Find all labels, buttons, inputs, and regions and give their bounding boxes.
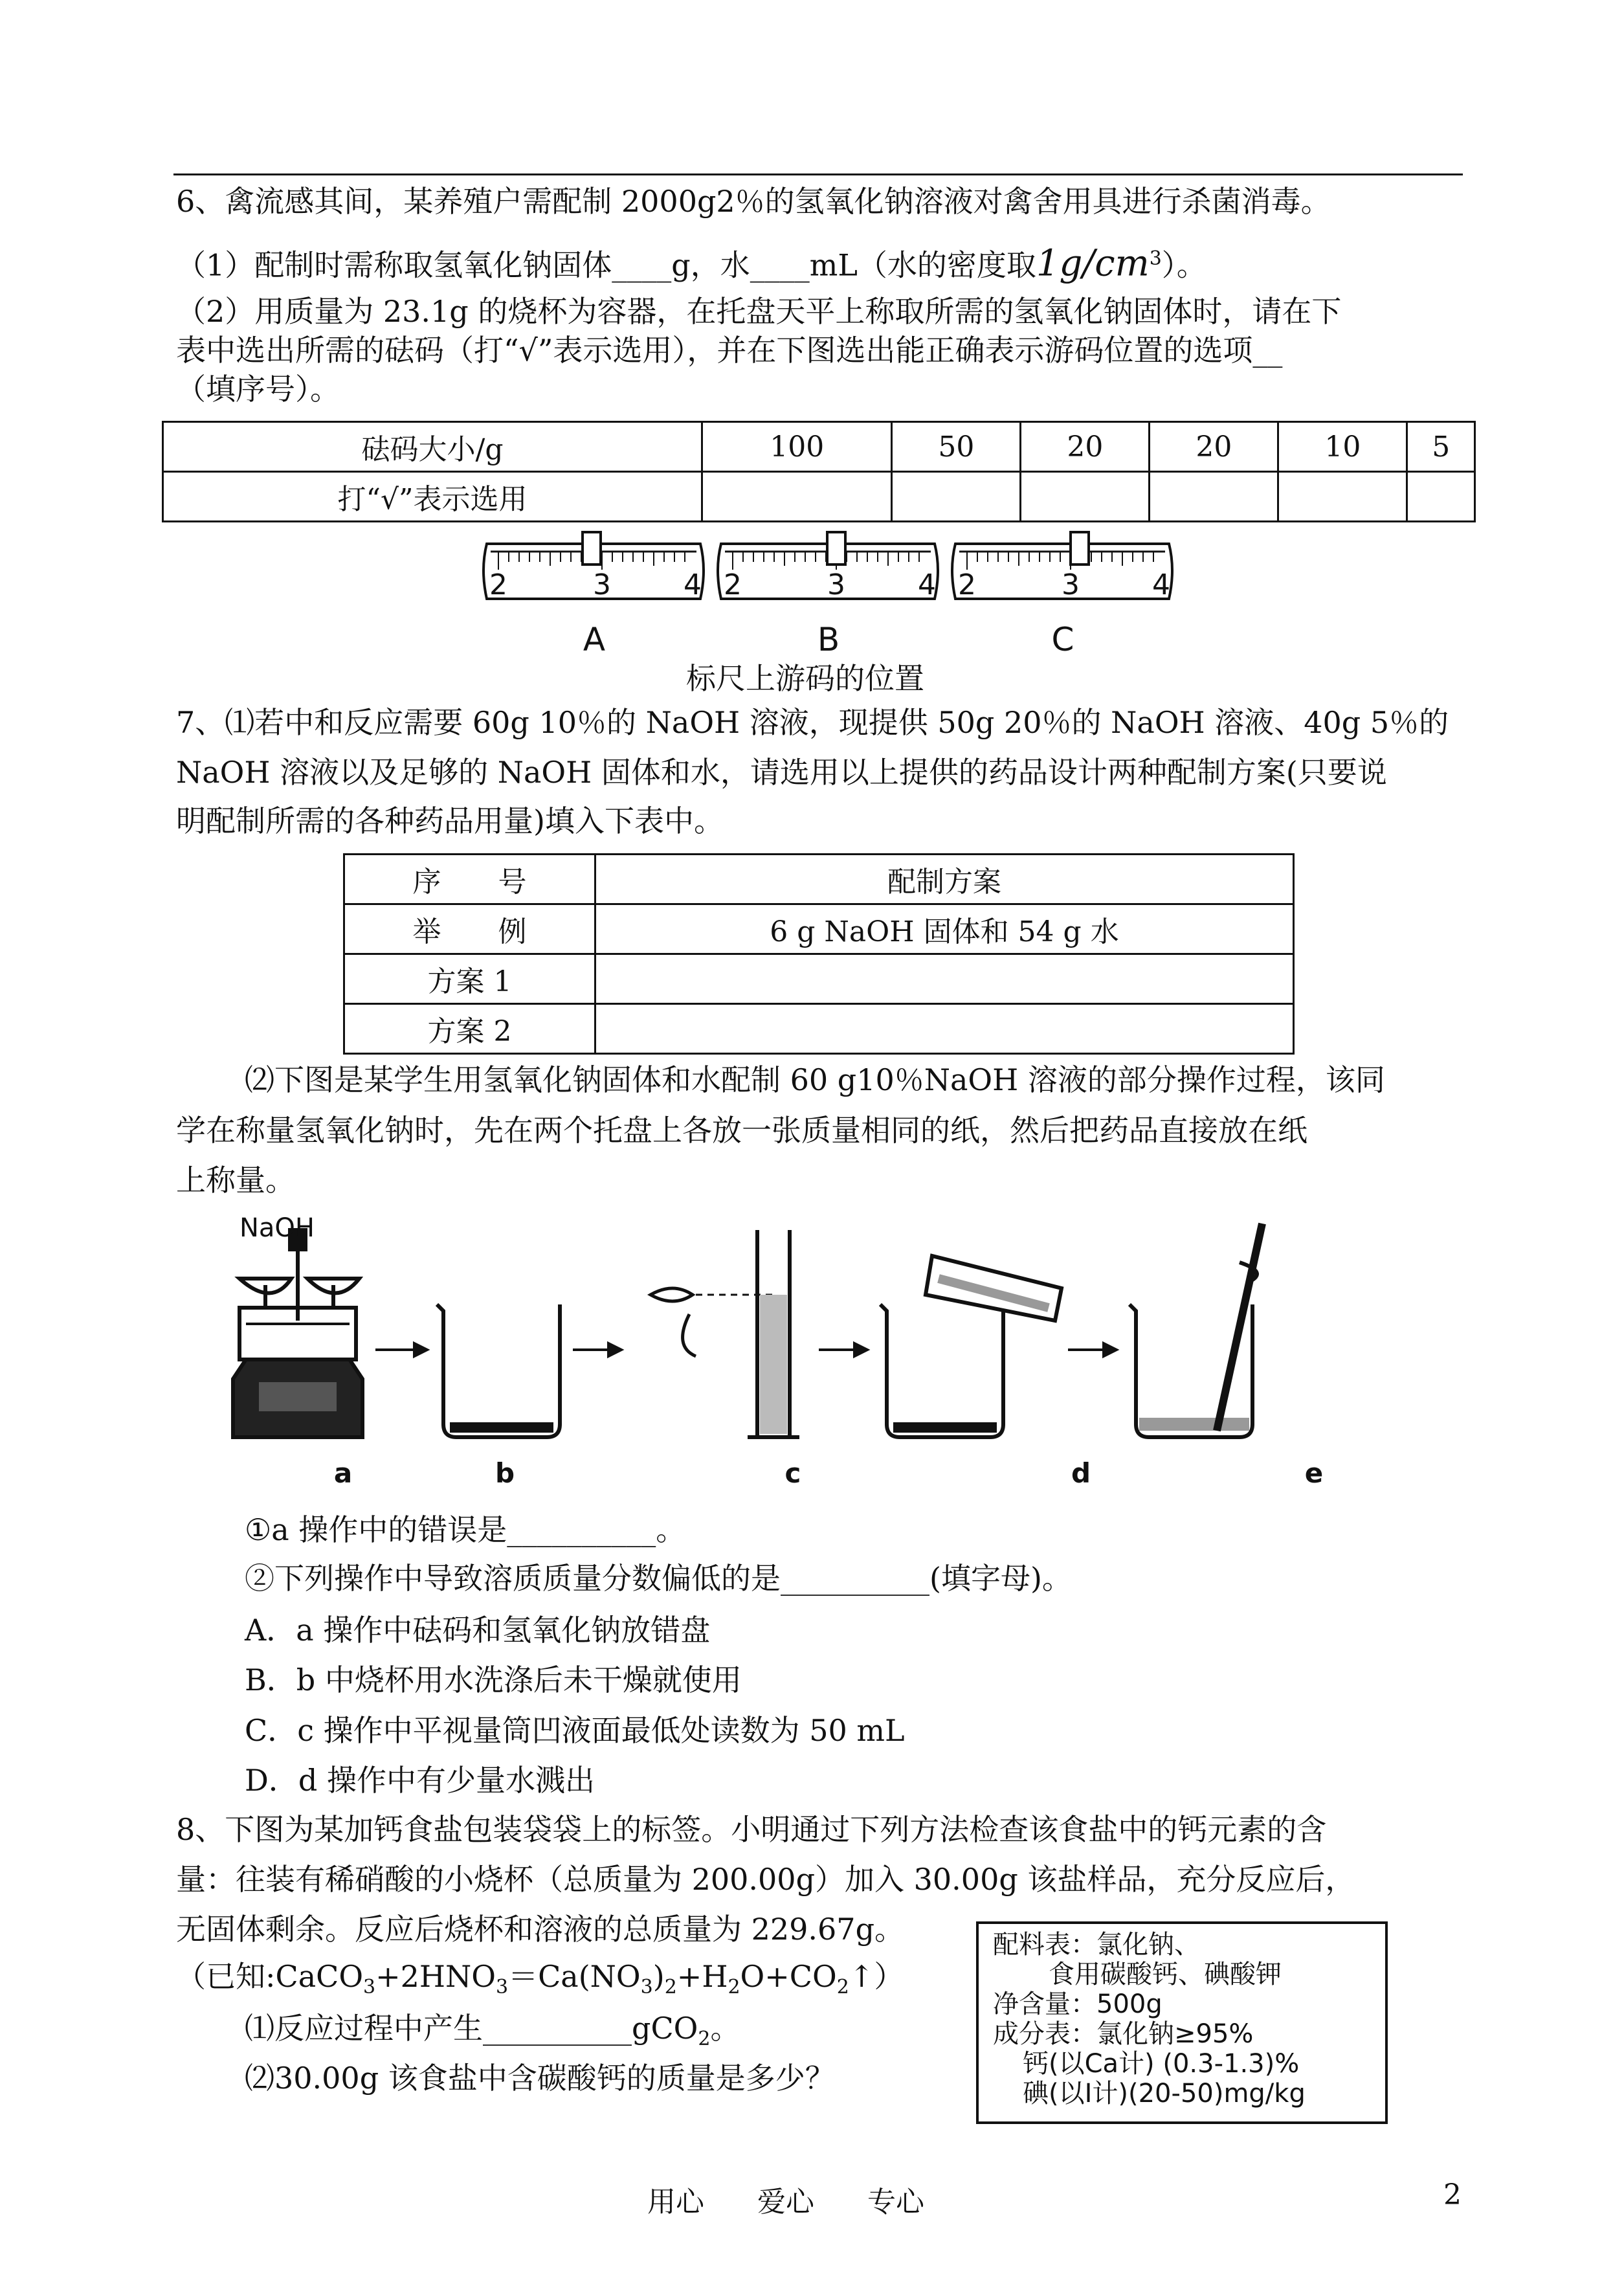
- q7-part2-line1: ⑵下图是某学生用氢氧化钠固体和水配制 60 g10％NaOH 溶液的部分操作过程，该同: [245, 1062, 1385, 1097]
- step-label: e: [1304, 1457, 1324, 1489]
- plan-row-value[interactable]: [595, 1004, 1294, 1054]
- cylinder-c-illustration: [748, 1230, 799, 1437]
- beaker-e-illustration: [1129, 1224, 1262, 1437]
- label-line: 钙(以Ca计) (0.3-1.3)%: [1023, 2049, 1300, 2079]
- eq-part: O+CO: [740, 1959, 837, 1994]
- q8-line1: 8、下图为某加钙食盐包装袋袋上的标签。小明通过下列方法检查该食盐中的钙元素的含: [176, 1812, 1327, 1847]
- operations-figure: [220, 1217, 1398, 1489]
- plan-row: [344, 954, 1294, 1004]
- q7-option-c: C．c 操作中平视量筒凹液面最低处读数为 50 mL: [245, 1713, 905, 1748]
- eq-sub: 2: [664, 1976, 677, 1999]
- selection-cell[interactable]: [1278, 472, 1407, 522]
- weight-cell: 100: [702, 422, 892, 472]
- plan-row-value: 6 g NaOH 固体和 54 g 水: [595, 904, 1294, 954]
- q6-part2-line2: 表中选出所需的砝码（打“√”表示选用），并在下图选出能正确表示游码位置的选项__: [176, 333, 1283, 368]
- q6-part1-text: （1）配制时需称取氢氧化钠固体____g，水____mL（水的密度取: [176, 247, 1036, 283]
- naoh-label: NaOH: [239, 1217, 315, 1243]
- q8-sub2: ⑵30.00g 该食盐中含碳酸钙的质量是多少？: [245, 2061, 835, 2096]
- q6-part2-line3: （填序号）。: [176, 372, 340, 407]
- ruler-option-label: B: [817, 621, 840, 658]
- weight-cell: 20: [1021, 422, 1150, 472]
- label-line: 净含量：500g: [993, 1989, 1162, 2019]
- selection-cell[interactable]: [1150, 472, 1278, 522]
- plan-header-row: [344, 855, 1294, 904]
- ruler-tick-label: 4: [684, 568, 702, 601]
- footer-motto-2: 爱心: [757, 2186, 814, 2219]
- weight-cell: 10: [1278, 422, 1407, 472]
- plan-header-index: 序 号: [344, 855, 595, 904]
- ruler-tick-label: 3: [1062, 568, 1080, 601]
- q7-line3: 明配制所需的各种药品用量)填入下表中。: [176, 803, 724, 838]
- ruler-caption: 标尺上游码的位置: [686, 661, 924, 696]
- plan-row: [344, 904, 1294, 954]
- selection-cell[interactable]: [892, 472, 1021, 522]
- ruler-tick-label: 3: [827, 568, 845, 601]
- q8-line3: 无固体剩余。反应后烧杯和溶液的总质量为 229.67g。: [176, 1912, 905, 1947]
- weight-cell: 5: [1407, 422, 1475, 472]
- plan-row-label: 举 例: [344, 904, 595, 954]
- eq-part: （已知:CaCO: [176, 1959, 364, 1994]
- weights-table: [162, 421, 1476, 522]
- label-line: 成分表：氯化钠≥95%: [993, 2019, 1254, 2049]
- q6-density-value: 1g/cm: [1036, 242, 1150, 285]
- q6-intro: 6、禽流感其间，某养殖户需配制 2000g2％的氢氧化钠溶液对禽舍用具进行杀菌消毒。: [176, 184, 1331, 219]
- plan-row-value[interactable]: [595, 954, 1294, 1004]
- q7-option-a: A．a 操作中砝码和氢氧化钠放错盘: [245, 1613, 711, 1648]
- step-label: a: [333, 1457, 353, 1489]
- q8-line2: 量：往装有稀硝酸的小烧杯（总质量为 200.00g）加入 30.00g 该盐样品，充分反应后，: [176, 1862, 1355, 1897]
- q7-part2-line3: 上称量。: [176, 1163, 295, 1198]
- selection-cell[interactable]: [702, 472, 892, 522]
- ruler-tick-label: 2: [958, 568, 976, 601]
- eq-sub: 3: [640, 1976, 653, 1999]
- q7-option-b: B．b 中烧杯用水洗涤后未干燥就使用: [245, 1662, 742, 1697]
- header-rule: [173, 173, 1463, 175]
- eq-part: +2HNO: [375, 1959, 496, 1994]
- q8-sub1-text: ⑴反应过程中产生__________gCO: [245, 2011, 698, 2046]
- label-line: 碘(以I计)(20-50)mg/kg: [1023, 2079, 1306, 2108]
- weights-header: 砝码大小/g: [163, 422, 702, 472]
- plan-row-label: 方案 1: [344, 954, 595, 1004]
- q8-known-equation: [176, 1958, 904, 2006]
- balance-illustration: [233, 1230, 362, 1437]
- q7-part2-line2: 学在称量氢氧化钠时，先在两个托盘上各放一张质量相同的纸，然后把药品直接放在纸: [176, 1113, 1307, 1148]
- selection-cell[interactable]: [1407, 472, 1475, 522]
- eq-sub: 3: [496, 1976, 509, 1999]
- arrow-c-d: [819, 1343, 867, 1356]
- ruler-tick-label: 2: [489, 568, 507, 601]
- footer-motto-1: 用心: [647, 2186, 704, 2219]
- q8-sub1-end: 。: [710, 2011, 740, 2046]
- footer-motto-3: 专心: [867, 2186, 924, 2219]
- ruler-tick-label: 4: [918, 568, 936, 601]
- q8-sub1-sub: 2: [698, 2028, 711, 2051]
- step-label: c: [784, 1457, 801, 1489]
- eye-illustration: [651, 1288, 696, 1356]
- q7-line1: 7、⑴若中和反应需要 60g 10％的 NaOH 溶液，现提供 50g 20％的 NaOH 溶液、40g 5％的: [176, 705, 1449, 740]
- q6-density-exponent: 3: [1149, 247, 1162, 270]
- plan-row: [344, 1004, 1294, 1054]
- label-line: 配料表：氯化钠、: [993, 1930, 1200, 1960]
- q8-sub1: [245, 2010, 740, 2057]
- weight-cell: 20: [1150, 422, 1278, 472]
- eq-part: ): [652, 1959, 665, 1994]
- beaker-b-illustration: [437, 1304, 560, 1437]
- arrow-d-e: [1068, 1343, 1117, 1356]
- ruler-option-label: A: [583, 621, 606, 658]
- page-number: 2: [1443, 2178, 1462, 2211]
- weight-cell: 50: [892, 422, 1021, 472]
- eq-sub: 2: [836, 1976, 849, 1999]
- arrow-b-c: [573, 1343, 621, 1356]
- arrow-a-b: [375, 1343, 427, 1356]
- plan-header-plan: 配制方案: [595, 855, 1294, 904]
- eq-part: +H: [676, 1959, 728, 1994]
- salt-label-box: [976, 1921, 1388, 2124]
- plan-table: [343, 853, 1295, 1055]
- q6-part1: [176, 241, 1207, 283]
- selection-cell[interactable]: [1021, 472, 1150, 522]
- selection-header: 打“√”表示选用: [163, 472, 702, 522]
- ruler-tick-label: 4: [1152, 568, 1170, 601]
- q6-part2-line1: （2）用质量为 23.1g 的烧杯为容器，在托盘天平上称取所需的氢氧化钠固体时，请在下: [176, 294, 1342, 329]
- plan-row-label: 方案 2: [344, 1004, 595, 1054]
- ruler-tick-label: 2: [724, 568, 742, 601]
- selection-row: [163, 472, 1475, 522]
- step-label: d: [1071, 1457, 1091, 1489]
- eq-part: ↑）: [849, 1959, 904, 1994]
- q6-part1-end: ）。: [1161, 247, 1207, 283]
- rider-ruler-figure: [479, 518, 1178, 664]
- label-line: 食用碳酸钙、碘酸钾: [1049, 1960, 1282, 1989]
- q7-sub1: ①a 操作中的错误是__________。: [245, 1512, 686, 1547]
- q7-option-d: D．d 操作中有少量水溅出: [245, 1763, 595, 1798]
- step-label: b: [495, 1457, 515, 1489]
- eq-sub: 3: [363, 1976, 376, 1999]
- eq-sub: 2: [728, 1976, 740, 1999]
- weights-row: [163, 422, 1475, 472]
- ruler-option-label: C: [1051, 621, 1074, 658]
- ruler-tick-label: 3: [593, 568, 611, 601]
- q7-sub2: ②下列操作中导致溶质质量分数偏低的是__________(填字母)。: [245, 1561, 1072, 1596]
- eq-part: ＝Ca(NO: [508, 1959, 641, 1994]
- beaker-d-illustration: [880, 1256, 1062, 1437]
- q7-line2: NaOH 溶液以及足够的 NaOH 固体和水，请选用以上提供的药品设计两种配制方案(只要说: [176, 755, 1387, 790]
